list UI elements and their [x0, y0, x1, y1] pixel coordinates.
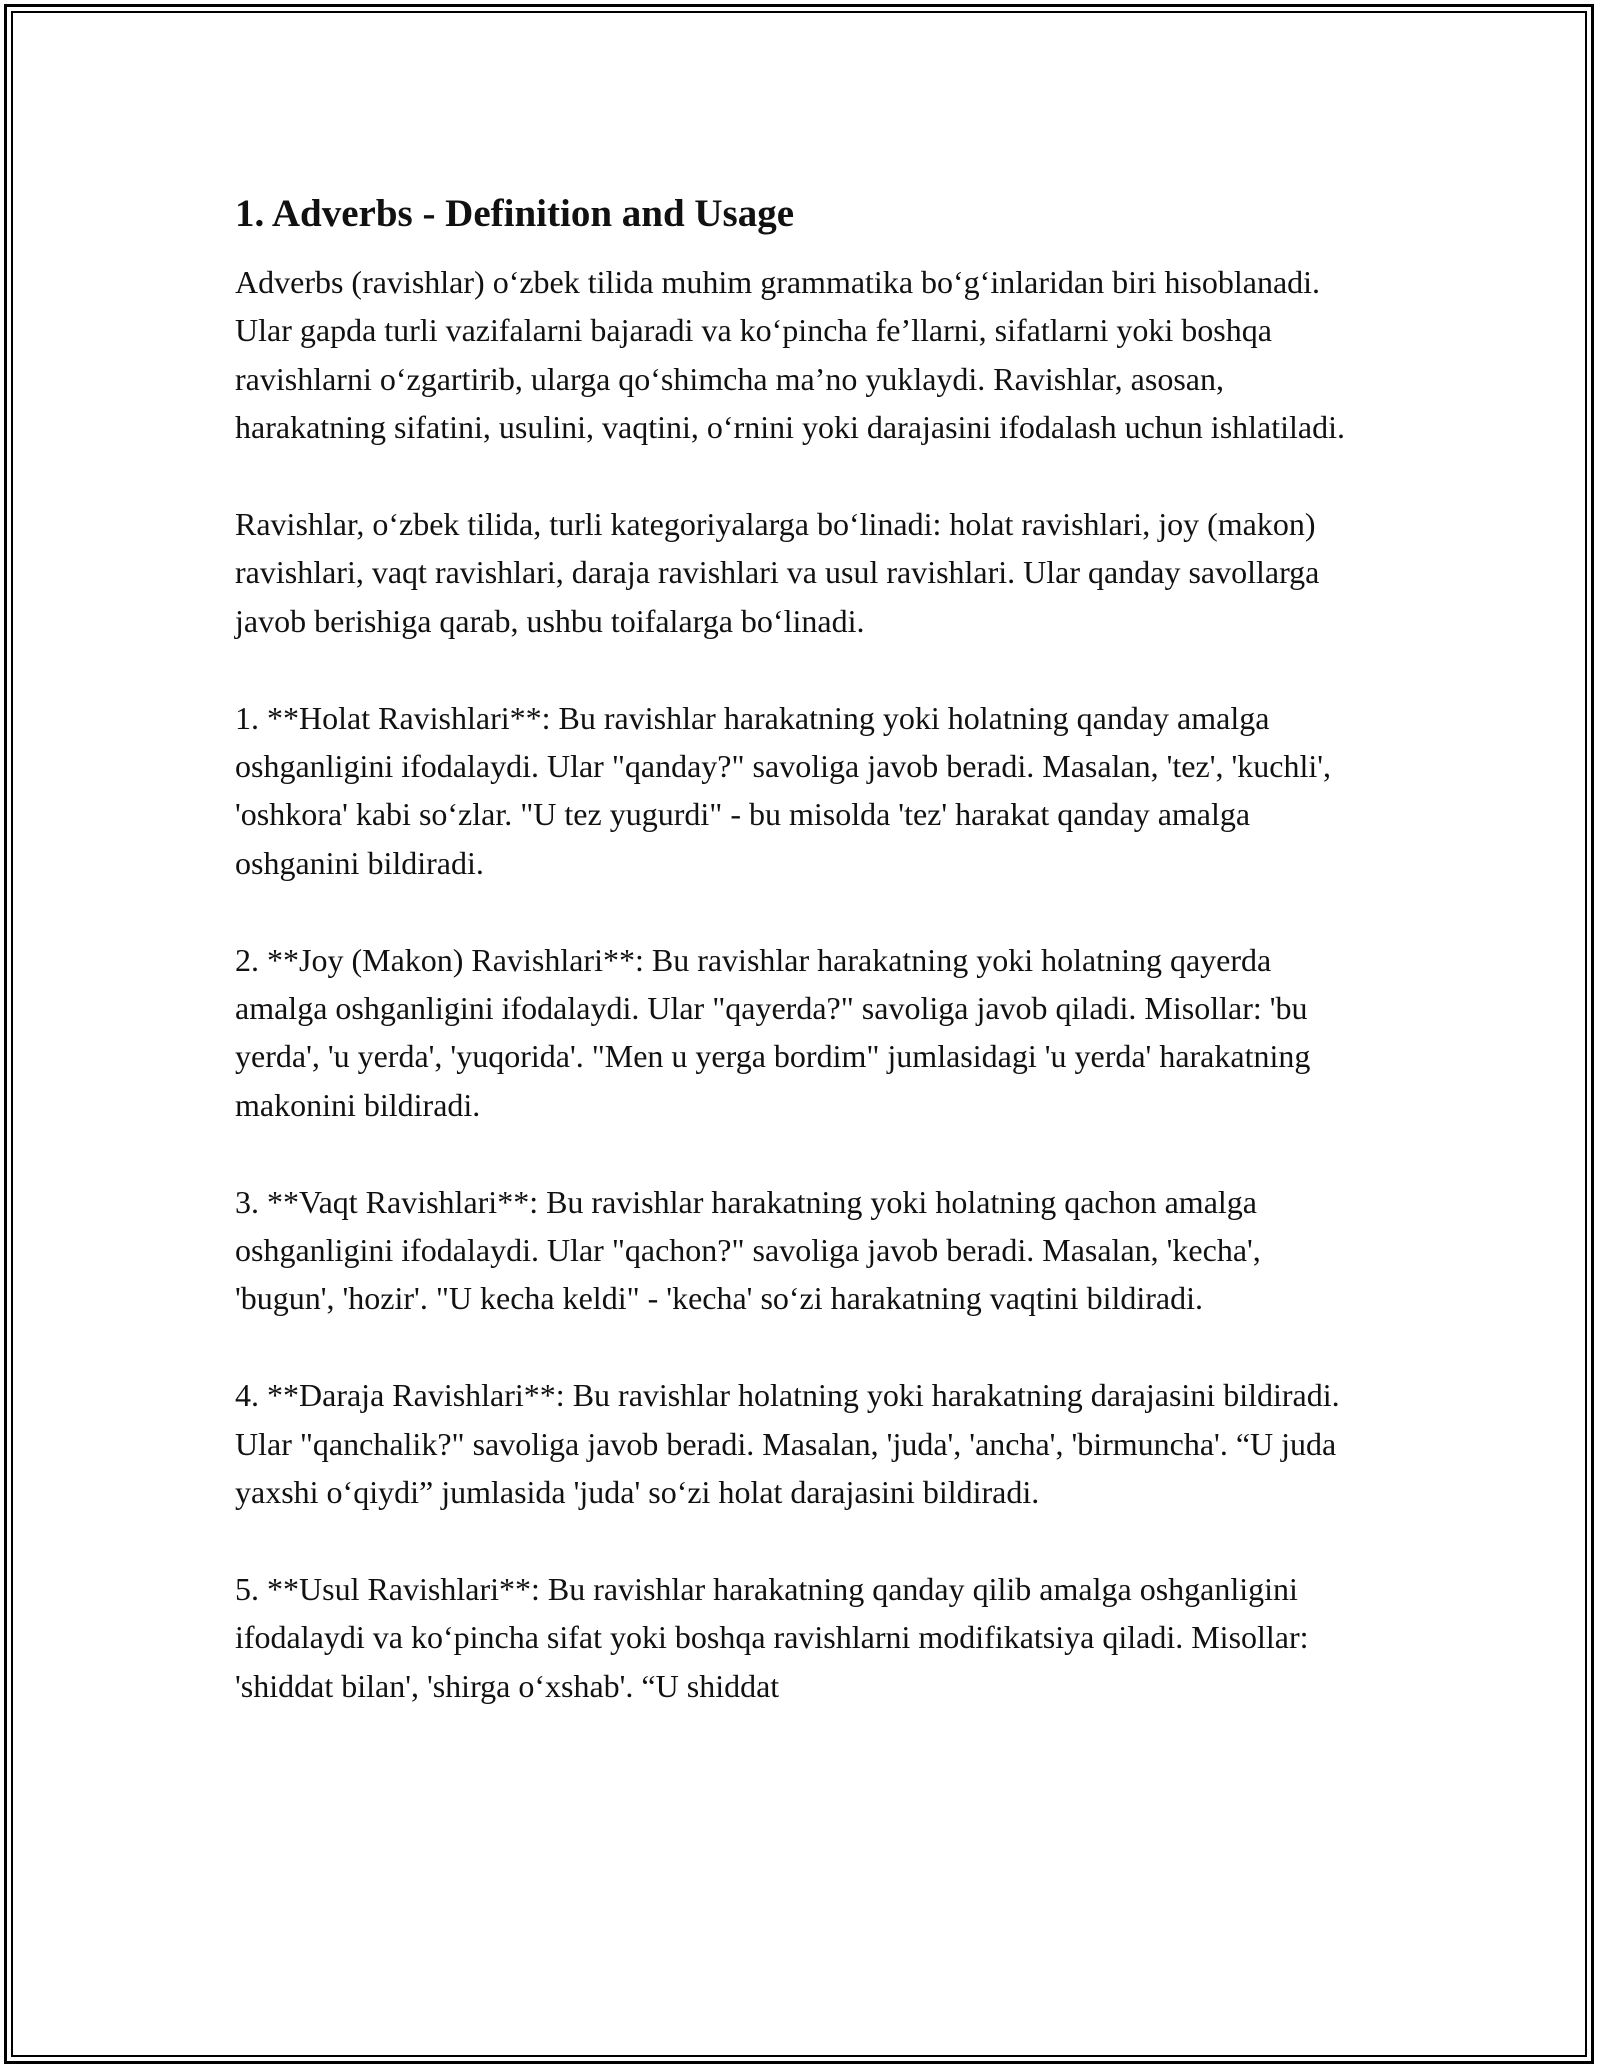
paragraph-holat: 1. **Holat Ravishlari**: Bu ravishlar harakatning yoki holatning qanday amalga oshganligini ifodalaydi. Ular "qanday?" savoliga javob beradi. Masalan, 'tez', 'kuchli', 'oshkora' kabi so‘zlar. "U tez yugurdi" - bu misolda 'tez' harakat qanday amalga oshganini bildiradi.: [235, 699, 1331, 881]
paragraph-vaqt: 3. **Vaqt Ravishlari**: Bu ravishlar harakatning yoki holatning qachon amalga oshganligini ifodalaydi. Ular "qachon?" savoliga javob beradi. Masalan, 'kecha', 'bugun', 'hozir'. "U kecha keldi" - 'kecha' so‘zi harakatning vaqtini bildiradi.: [235, 1183, 1261, 1317]
document-body: [235, 188, 1365, 1758]
page-title: 1. Adverbs - Definition and Usage: [235, 192, 795, 235]
paragraph-intro: Adverbs (ravishlar) o‘zbek tilida muhim grammatika bo‘g‘inlaridan biri hisoblanadi. Ular gapda turli vazifalarni bajaradi va ko‘pincha fe’llarni, sifatlarni yoki boshqa ravishlarni o‘zgartirib, ularga qo‘shimcha ma’no yuklaydi. Ravishlar, asosan, harakatning sifatini, usulini, vaqtini, o‘rnini yoki darajasini ifodalash uchun ishlatiladi.: [235, 264, 1345, 446]
paragraph-joy: 2. **Joy (Makon) Ravishlari**: Bu ravishlar harakatning yoki holatning qayerda amalga oshganligini ifodalaydi. Ular "qayerda?" savoliga javob qiladi. Misollar: 'bu yerda', 'u yerda', 'yuqorida'. "Men u yerga bordim" jumlasidagi 'u yerda' harakatning makonini bildiradi.: [235, 941, 1311, 1123]
paragraph-usul: 5. **Usul Ravishlari**: Bu ravishlar harakatning qanday qilib amalga oshganligini ifodalaydi va ko‘pincha sifat yoki boshqa ravishlarni modifikatsiya qiladi. Misollar: 'shiddat bilan', 'shirga o‘xshab'. “U shiddat: [235, 1570, 1309, 1704]
paragraph-categories: Ravishlar, o‘zbek tilida, turli kategoriyalarga bo‘linadi: holat ravishlari, joy (makon) ravishlari, vaqt ravishlari, daraja ravishlari va usul ravishlari. Ular qanday savollarga javob berishiga qarab, ushbu toifalarga bo‘linadi.: [235, 506, 1320, 639]
paragraph-daraja: 4. **Daraja Ravishlari**: Bu ravishlar holatning yoki harakatning darajasini bildiradi. Ular "qanchalik?" savoliga javob beradi. Masalan, 'juda', 'ancha', 'birmuncha'. “U juda yaxshi o‘qiydi” jumlasida 'juda' so‘zi holat darajasini bildiradi.: [235, 1377, 1340, 1511]
